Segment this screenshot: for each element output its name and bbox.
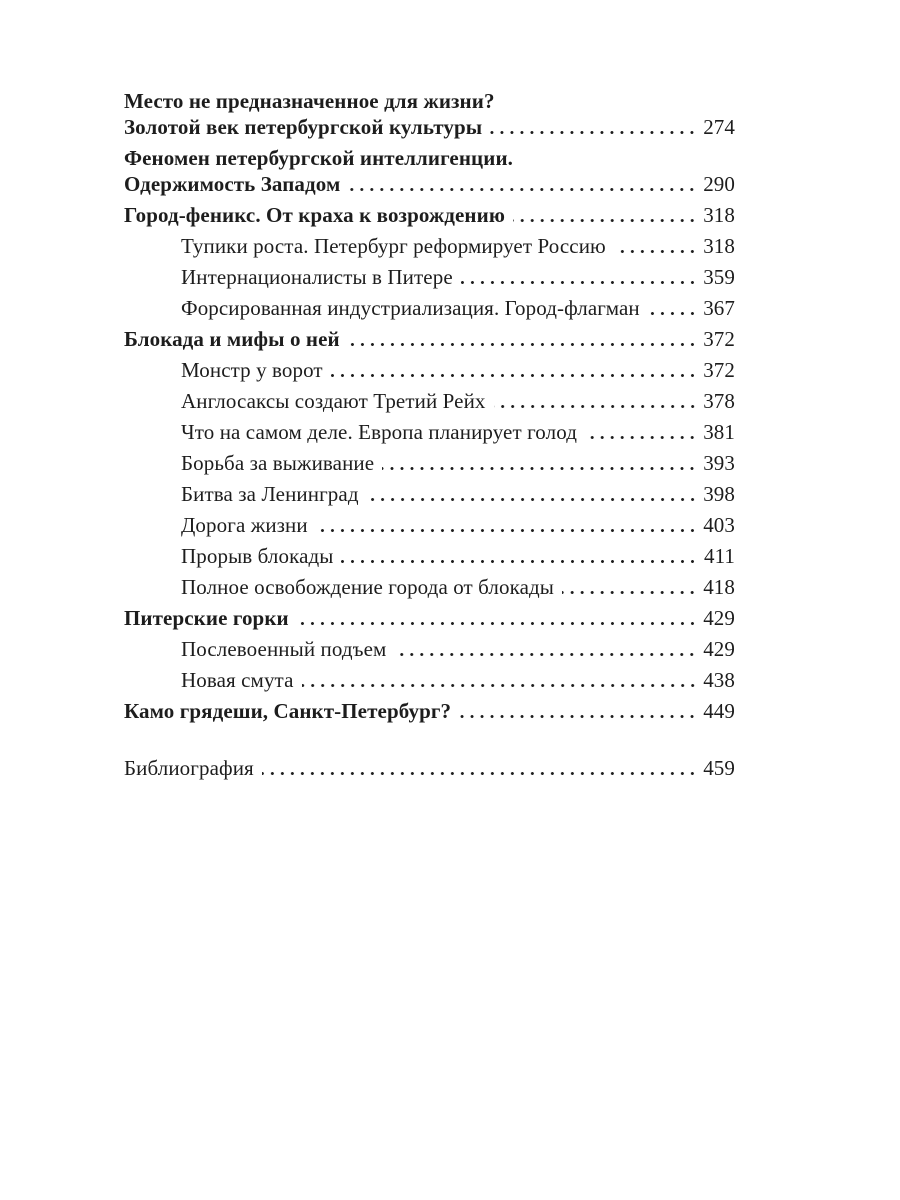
toc-entry xyxy=(124,543,735,569)
toc-row xyxy=(124,114,735,140)
toc-entry-title: Тупики роста. Петербург реформирует Россию xyxy=(181,234,606,258)
toc-page-number: 359 xyxy=(703,265,735,289)
toc-entry xyxy=(124,419,735,445)
toc-page-number: 449 xyxy=(703,699,735,723)
toc-row xyxy=(181,264,735,290)
toc-row xyxy=(124,88,735,114)
toc-entry-title: Интернационалисты в Питере xyxy=(181,265,453,289)
toc-entry xyxy=(124,512,735,538)
toc-row xyxy=(181,512,735,538)
toc-row xyxy=(181,357,735,383)
toc-row xyxy=(181,233,735,259)
toc-page-number: 429 xyxy=(703,606,735,630)
toc-entry-title: Послевоенный подъем xyxy=(181,637,387,661)
toc-page-number: 398 xyxy=(703,482,735,506)
toc-page-number: 429 xyxy=(703,637,735,661)
toc-entry xyxy=(124,574,735,600)
toc-page-number: 318 xyxy=(703,203,735,227)
table-of-contents xyxy=(124,88,735,786)
dotted-leader xyxy=(614,249,697,254)
dotted-leader xyxy=(367,497,698,502)
toc-page-number: 372 xyxy=(703,358,735,382)
dotted-leader xyxy=(341,559,697,564)
dotted-leader xyxy=(494,404,698,409)
dotted-leader xyxy=(490,130,697,135)
dotted-leader xyxy=(459,714,697,719)
dotted-leader xyxy=(302,683,698,688)
toc-page-number: 459 xyxy=(703,756,735,780)
toc-entry xyxy=(124,145,735,197)
toc-entry-title: Форсированная индустриализация. Город-флагман xyxy=(181,296,640,320)
toc-entry xyxy=(124,326,735,352)
toc-entry xyxy=(124,667,735,693)
toc-page-number: 290 xyxy=(703,172,735,196)
toc-entry-title: Что на самом деле. Европа планирует голод xyxy=(181,420,577,444)
toc-row xyxy=(181,636,735,662)
dotted-leader xyxy=(297,621,697,626)
toc-entry xyxy=(124,605,735,631)
toc-page-number: 418 xyxy=(703,575,735,599)
toc-row xyxy=(124,755,735,781)
toc-row xyxy=(124,326,735,352)
toc-row xyxy=(181,388,735,414)
toc-page-number: 378 xyxy=(703,389,735,413)
toc-page-number: 372 xyxy=(703,327,735,351)
toc-page-number: 393 xyxy=(703,451,735,475)
toc-row xyxy=(181,419,735,445)
toc-entry-title: Англосаксы создают Третий Рейх xyxy=(181,389,486,413)
toc-page-number: 318 xyxy=(703,234,735,258)
toc-entry xyxy=(124,233,735,259)
toc-entry xyxy=(124,450,735,476)
toc-entry-title: Одержимость Западом xyxy=(124,172,341,196)
toc-row xyxy=(124,605,735,631)
toc-entry xyxy=(124,202,735,228)
toc-entry-title: Новая смута xyxy=(181,668,294,692)
toc-entry-title: Борьба за выживание xyxy=(181,451,375,475)
dotted-leader xyxy=(348,187,697,192)
toc-entry-title: Монстр у ворот xyxy=(181,358,323,382)
toc-row xyxy=(181,543,735,569)
toc-row xyxy=(181,574,735,600)
toc-entry-title: Место не предназначенное для жизни? xyxy=(124,89,495,113)
dotted-leader xyxy=(461,280,697,285)
toc-entry-title: Полное освобождение города от блокады xyxy=(181,575,555,599)
toc-entry-title: Прорыв блокады xyxy=(181,544,334,568)
toc-entry xyxy=(124,636,735,662)
dotted-leader xyxy=(382,466,697,471)
toc-entry-title: Блокада и мифы о ней xyxy=(124,327,340,351)
dotted-leader xyxy=(331,373,697,378)
dotted-leader xyxy=(348,342,697,347)
toc-entry xyxy=(124,698,735,724)
dotted-leader xyxy=(316,528,697,533)
toc-entry xyxy=(124,481,735,507)
toc-entry-title: Камо грядеши, Санкт-Петербург? xyxy=(124,699,452,723)
dotted-leader xyxy=(513,218,697,223)
toc-entry-title: Битва за Ленинград xyxy=(181,482,359,506)
toc-row xyxy=(124,171,735,197)
toc-row xyxy=(181,667,735,693)
toc-page-number: 438 xyxy=(703,668,735,692)
toc-entry xyxy=(124,388,735,414)
dotted-leader xyxy=(648,311,697,316)
dotted-leader xyxy=(262,771,697,776)
toc-entry xyxy=(124,88,735,140)
toc-entry xyxy=(124,264,735,290)
toc-page-number: 274 xyxy=(703,115,735,139)
dotted-leader xyxy=(394,652,697,657)
toc-entry-title: Библиография xyxy=(124,756,254,780)
toc-entry-title: Феномен петербургской интеллигенции. xyxy=(124,146,514,170)
dotted-leader xyxy=(562,590,697,595)
toc-entry-title: Питерские горки xyxy=(124,606,289,630)
toc-entry-title: Дорога жизни xyxy=(181,513,308,537)
toc-row xyxy=(181,481,735,507)
toc-page-number: 367 xyxy=(703,296,735,320)
toc-row xyxy=(181,295,735,321)
toc-page-number: 411 xyxy=(703,544,735,568)
toc-entry xyxy=(124,295,735,321)
toc-row xyxy=(124,202,735,228)
toc-page-number: 381 xyxy=(703,420,735,444)
toc-entry xyxy=(124,357,735,383)
toc-entry xyxy=(124,755,735,781)
toc-page-number: 403 xyxy=(703,513,735,537)
dotted-leader xyxy=(585,435,697,440)
toc-row xyxy=(124,145,735,171)
toc-entry-title: Золотой век петербургской культуры xyxy=(124,115,483,139)
toc-row xyxy=(124,698,735,724)
toc-row xyxy=(181,450,735,476)
toc-entry-title: Город-феникс. От краха к возрождению xyxy=(124,203,505,227)
